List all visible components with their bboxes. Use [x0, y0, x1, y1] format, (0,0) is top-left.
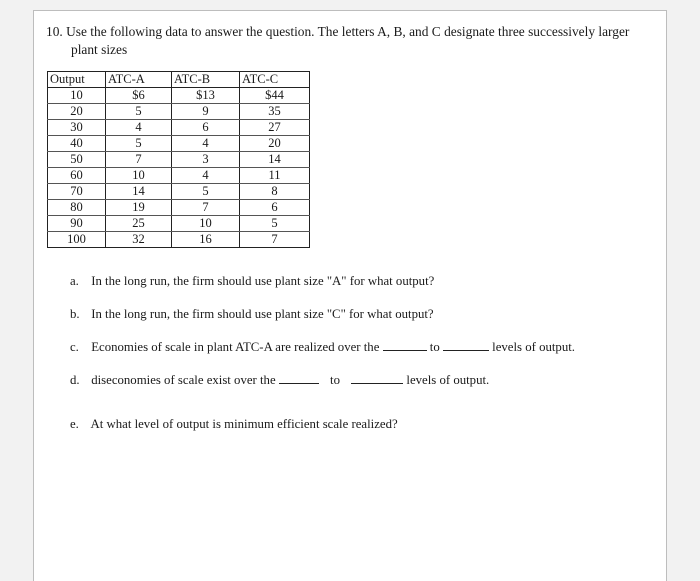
part-e-label: e.: [70, 417, 79, 431]
part-a: [70, 273, 434, 289]
table-row: [48, 184, 310, 200]
part-c-to: to: [429, 340, 440, 354]
header-output: Output: [48, 72, 106, 88]
table-row: [48, 88, 310, 104]
cell-atc-c: 6: [240, 200, 310, 216]
part-c-blank-from[interactable]: [383, 338, 427, 351]
cell-atc-b: 16: [172, 232, 240, 248]
cell-atc-a: 7: [106, 152, 172, 168]
part-d: [70, 371, 489, 388]
part-d-to: to: [330, 373, 341, 387]
cell-output: 50: [48, 152, 106, 168]
question-text: [46, 23, 646, 59]
cell-atc-b: 3: [172, 152, 240, 168]
cell-output: 90: [48, 216, 106, 232]
question-line-1: Use the following data to answer the question. The letters A, B, and C designate three successively larger: [66, 24, 630, 39]
part-d-text: diseconomies of scale exist over the: [91, 373, 276, 387]
part-b-label: b.: [70, 307, 80, 321]
part-d-text-end: levels of output.: [406, 373, 490, 387]
cell-atc-b: 4: [172, 136, 240, 152]
header-atc-a: ATC-A: [106, 72, 172, 88]
cell-atc-b: 6: [172, 120, 240, 136]
part-c-text-end: levels of output.: [492, 340, 575, 354]
part-d-label: d.: [70, 373, 80, 387]
table-row: [48, 104, 310, 120]
table-row: [48, 200, 310, 216]
cell-output: 20: [48, 104, 106, 120]
part-b-text: In the long run, the firm should use plant size "C" for what output?: [91, 307, 434, 321]
header-atc-c: ATC-C: [240, 72, 310, 88]
part-d-blank-to[interactable]: [351, 371, 403, 384]
part-c-blank-to[interactable]: [443, 338, 489, 351]
question-line-2: plant sizes: [71, 42, 128, 57]
cell-atc-a: 25: [106, 216, 172, 232]
part-a-text: In the long run, the firm should use plant size "A" for what output?: [91, 274, 435, 288]
table-row: [48, 216, 310, 232]
worksheet-page: [33, 10, 667, 581]
cell-output: 70: [48, 184, 106, 200]
cell-output: 40: [48, 136, 106, 152]
cell-atc-b: 7: [172, 200, 240, 216]
cost-table: [47, 71, 310, 248]
cell-output: 30: [48, 120, 106, 136]
part-b: [70, 306, 434, 322]
cell-atc-c: 5: [240, 216, 310, 232]
part-e-text: At what level of output is minimum efficient scale realized?: [90, 417, 398, 431]
cell-atc-c: 20: [240, 136, 310, 152]
table-row: [48, 152, 310, 168]
cell-atc-c: 14: [240, 152, 310, 168]
cell-atc-a: 32: [106, 232, 172, 248]
cell-atc-c: 8: [240, 184, 310, 200]
cell-atc-b: 5: [172, 184, 240, 200]
cell-output: 60: [48, 168, 106, 184]
table-row: [48, 120, 310, 136]
cell-atc-b: 10: [172, 216, 240, 232]
part-c: [70, 338, 575, 355]
cell-atc-a: 5: [106, 136, 172, 152]
header-atc-b: ATC-B: [172, 72, 240, 88]
cell-atc-a: $6: [106, 88, 172, 104]
part-e: [70, 416, 398, 432]
cell-atc-c: $44: [240, 88, 310, 104]
part-c-text: Economies of scale in plant ATC-A are realized over the: [91, 340, 380, 354]
cell-output: 80: [48, 200, 106, 216]
part-c-label: c.: [70, 340, 79, 354]
table-row: [48, 232, 310, 248]
cell-atc-a: 14: [106, 184, 172, 200]
cell-output: 100: [48, 232, 106, 248]
cell-atc-a: 10: [106, 168, 172, 184]
cell-output: 10: [48, 88, 106, 104]
cell-atc-c: 7: [240, 232, 310, 248]
cell-atc-b: $13: [172, 88, 240, 104]
cell-atc-b: 9: [172, 104, 240, 120]
table-row: [48, 168, 310, 184]
cell-atc-a: 5: [106, 104, 172, 120]
part-d-blank-from[interactable]: [279, 371, 319, 384]
question-number: 10.: [46, 24, 63, 39]
part-a-label: a.: [70, 274, 79, 288]
cell-atc-b: 4: [172, 168, 240, 184]
cell-atc-c: 11: [240, 168, 310, 184]
cell-atc-c: 35: [240, 104, 310, 120]
cell-atc-a: 4: [106, 120, 172, 136]
cell-atc-a: 19: [106, 200, 172, 216]
table-header-row: [48, 72, 310, 88]
cell-atc-c: 27: [240, 120, 310, 136]
table-row: [48, 136, 310, 152]
